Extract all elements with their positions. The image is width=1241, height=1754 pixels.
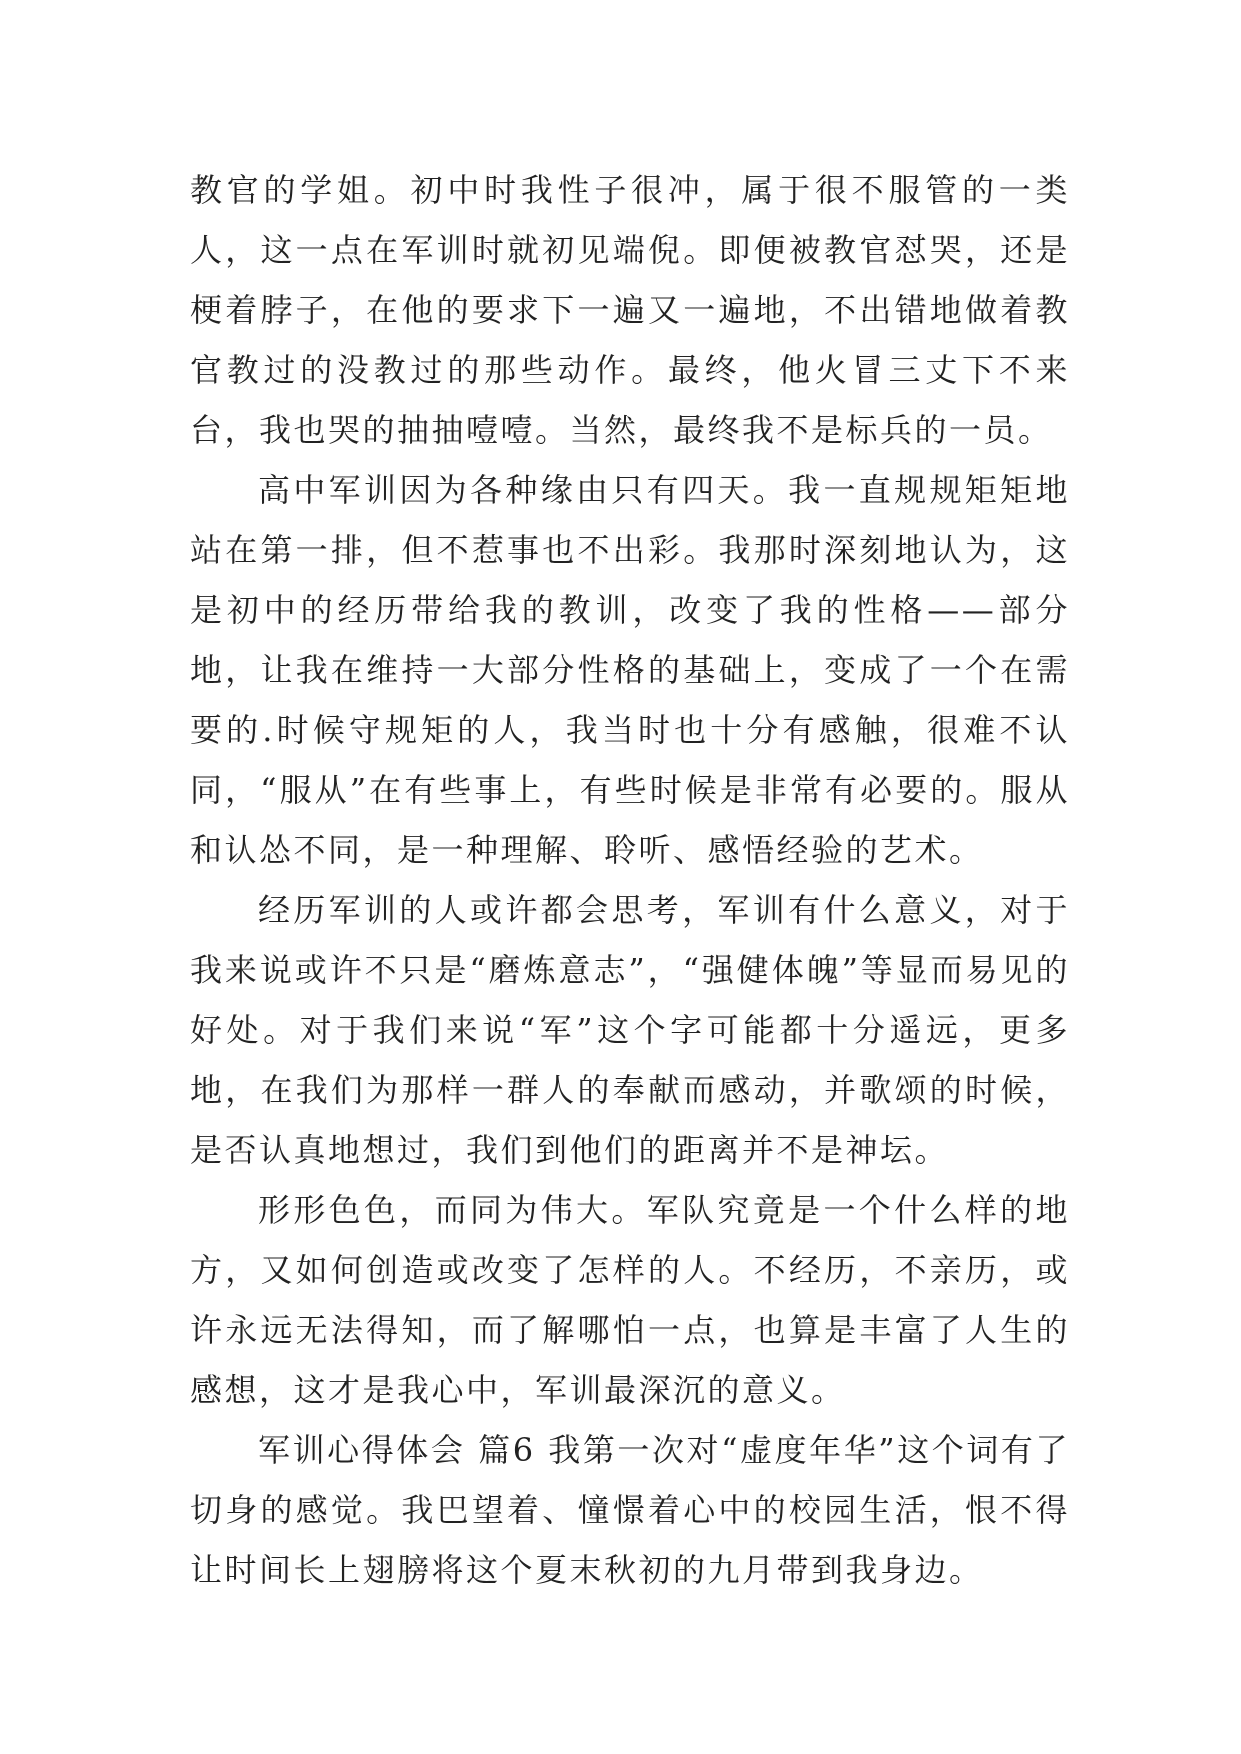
- document-body: [190, 160, 1070, 1600]
- paragraph-1: 教官的学姐。初中时我性子很冲，属于很不服管的一类人，这一点在军训时就初见端倪。即便被教官怼哭，还是梗着脖子，在他的要求下一遍又一遍地，不出错地做着教官教过的没教过的那些动作。最终，他火冒三丈下不来台，我也哭的抽抽噎噎。当然，最终我不是标兵的一员。: [190, 171, 1070, 449]
- paragraph-5: 军训心得体会 篇6 我第一次对“虚度年华”这个词有了切身的感觉。我巴望着、憧憬着心中的校园生活，恨不得让时间长上翅膀将这个夏末秋初的九月带到我身边。: [190, 1431, 1070, 1589]
- paragraph-2: 高中军训因为各种缘由只有四天。我一直规规矩矩地站在第一排，但不惹事也不出彩。我那时深刻地认为，这是初中的经历带给我的教训，改变了我的性格——部分地，让我在维持一大部分性格的基础上，变成了一个在需要的.时候守规矩的人，我当时也十分有感触，很难不认同，“服从”在有些事上，有些时候是非常有必要的。服从和认怂不同，是一种理解、聆听、感悟经验的艺术。: [190, 471, 1070, 869]
- paragraph-4: 形形色色，而同为伟大。军队究竟是一个什么样的地方，又如何创造或改变了怎样的人。不经历，不亲历，或许永远无法得知，而了解哪怕一点，也算是丰富了人生的感想，这才是我心中，军训最深沉的意义。: [190, 1191, 1070, 1409]
- paragraph-3: 经历军训的人或许都会思考，军训有什么意义，对于我来说或许不只是“磨炼意志”，“强健体魄”等显而易见的好处。对于我们来说“军”这个字可能都十分遥远，更多地，在我们为那样一群人的奉献而感动，并歌颂的时候，是否认真地想过，我们到他们的距离并不是神坛。: [190, 891, 1070, 1169]
